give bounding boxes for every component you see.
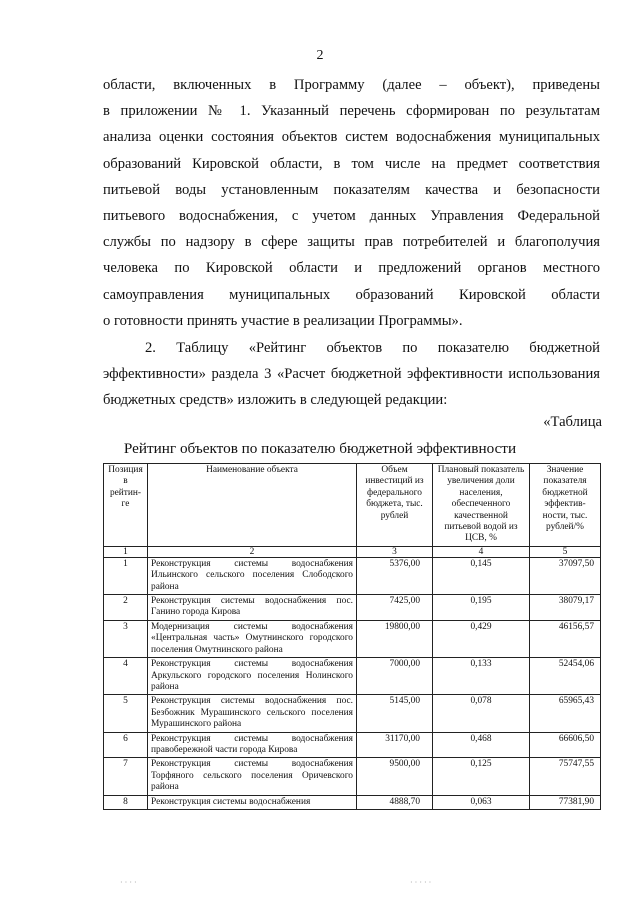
cell-position: 1	[104, 557, 148, 594]
header-efficiency: Значение показателя бюджетной эффектив-ности, тыс. рублей/%	[530, 464, 601, 547]
cell-object-name: Реконструкция системы водоснабжения пос. Безбожник Мурашинского сельского поселения Мурашинского района	[148, 695, 357, 732]
table-row	[104, 695, 601, 732]
cell-investment: 4888,70	[357, 795, 433, 809]
cell-indicator: 0,063	[433, 795, 530, 809]
table-row	[104, 620, 601, 657]
cell-investment: 7425,00	[357, 595, 433, 621]
column-number: 4	[433, 546, 530, 557]
cell-position: 2	[104, 595, 148, 621]
table-label: «Таблица	[543, 414, 602, 430]
cell-indicator: 0,145	[433, 557, 530, 594]
text-line: питьевого водоснабжения, с учетом данных Управления Федеральной	[103, 207, 600, 224]
cell-position: 6	[104, 732, 148, 758]
cell-object-name: Реконструкция системы водоснабжения	[148, 795, 357, 809]
table-header-row	[104, 464, 601, 547]
cell-indicator: 0,078	[433, 695, 530, 732]
column-number: 5	[530, 546, 601, 557]
cell-efficiency: 37097,50	[530, 557, 601, 594]
table-row	[104, 557, 601, 594]
scan-artifact: · · · ·	[120, 878, 137, 887]
column-number: 1	[104, 546, 148, 557]
text-line: области, включенных в Программу (далее – объект), приведены	[103, 77, 600, 93]
header-position: Позиция в рейтин-ге	[104, 464, 148, 547]
cell-indicator: 0,195	[433, 595, 530, 621]
header-investment: Объем инвестиций из федерального бюджета, тыс. рублей	[357, 464, 433, 547]
cell-object-name: Реконструкция системы водоснабжения правобережной части города Кирова	[148, 732, 357, 758]
text-line: самоуправления муниципальных образований Кировской области	[103, 286, 600, 303]
cell-position: 8	[104, 795, 148, 809]
paragraph-table-replacement	[103, 335, 600, 414]
table-title: Рейтинг объектов по показателю бюджетной эффективности	[123, 440, 517, 457]
table-row	[104, 758, 601, 795]
table-row	[104, 658, 601, 695]
cell-efficiency: 75747,55	[530, 758, 601, 795]
column-number: 3	[357, 546, 433, 557]
cell-efficiency: 65965,43	[530, 695, 601, 732]
cell-efficiency: 66606,50	[530, 732, 601, 758]
table-row	[104, 795, 601, 809]
table-row	[104, 595, 601, 621]
cell-position: 5	[104, 695, 148, 732]
cell-indicator: 0,429	[433, 620, 530, 657]
text-line: о готовности принять участие в реализации Программы».	[103, 312, 463, 329]
column-number: 2	[148, 546, 357, 557]
cell-efficiency: 77381,90	[530, 795, 601, 809]
text-line: человека по Кировской области и предложений органов местного	[103, 260, 600, 277]
cell-indicator: 0,133	[433, 658, 530, 695]
text-line: бюджетных средств» изложить в следующей редакции:	[103, 392, 448, 409]
cell-investment: 31170,00	[357, 732, 433, 758]
cell-object-name: Реконструкция системы водоснабжения Ильинского сельского поселения Слободского района	[148, 557, 357, 594]
cell-efficiency: 46156,57	[530, 620, 601, 657]
cell-investment: 5376,00	[357, 557, 433, 594]
scan-artifact: · · · · ·	[410, 878, 432, 887]
page-number: 2	[316, 48, 324, 63]
cell-investment: 5145,00	[357, 695, 433, 732]
cell-investment: 19800,00	[357, 620, 433, 657]
text-line: в приложении № 1. Указанный перечень сформирован по результатам	[103, 103, 600, 120]
cell-efficiency: 52454,06	[530, 658, 601, 695]
text-line: службы по надзору в сфере защиты прав потребителей и благополучия	[103, 234, 600, 251]
cell-investment: 9500,00	[357, 758, 433, 795]
cell-position: 7	[104, 758, 148, 795]
text-line: эффективности» раздела 3 «Расчет бюджетной эффективности использования	[103, 366, 600, 383]
text-line: 2. Таблицу «Рейтинг объектов по показателю бюджетной	[145, 340, 600, 356]
cell-indicator: 0,125	[433, 758, 530, 795]
cell-object-name: Модернизация системы водоснабжения «Центральная часть» Омутнинского городского поселения Омутнинского района	[148, 620, 357, 657]
cell-object-name: Реконструкция системы водоснабжения Торфяного сельского поселения Оричевского района	[148, 758, 357, 795]
cell-investment: 7000,00	[357, 658, 433, 695]
header-indicator: Плановый показатель увеличения доли населения, обеспеченного качественной питьевой водой из ЦСВ, %	[433, 464, 530, 547]
cell-object-name: Реконструкция системы водоснабжения пос. Ганино города Кирова	[148, 595, 357, 621]
cell-efficiency: 38079,17	[530, 595, 601, 621]
text-line: анализа оценки состояния объектов систем водоснабжения муниципальных	[103, 129, 600, 146]
cell-position: 3	[104, 620, 148, 657]
text-line: образований Кировской области, в том числе на предмет соответствия	[103, 155, 600, 172]
paragraph-objects-list	[103, 72, 600, 334]
rating-table	[103, 463, 601, 810]
cell-object-name: Реконструкция системы водоснабжения Аркульского городского поселения Нолинского района	[148, 658, 357, 695]
column-number-row	[104, 546, 601, 557]
cell-position: 4	[104, 658, 148, 695]
cell-indicator: 0,468	[433, 732, 530, 758]
header-object-name: Наименование объекта	[148, 464, 357, 547]
table-row	[104, 732, 601, 758]
text-line: питьевой воды установленным показателям качества и безопасности	[103, 181, 600, 198]
